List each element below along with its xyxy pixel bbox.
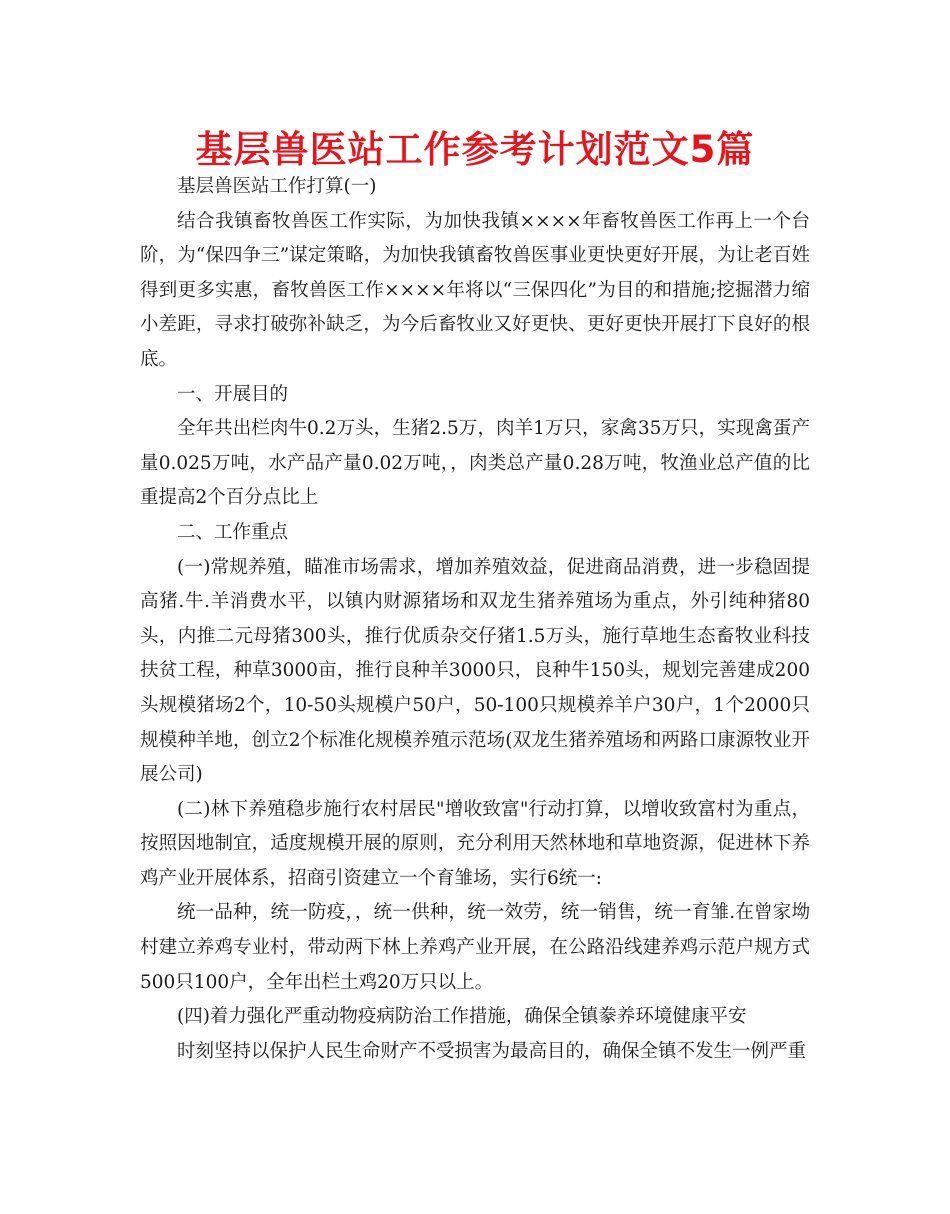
section-heading-plan-one: 基层兽医站工作打算(一) [177, 176, 377, 197]
key-work-item-one: (一)常规养殖，瞄准市场需求，增加养殖效益，促进商品消费，进一步稳固提高猪.牛.羊消费水平，以镇内财源猪场和双龙生猪养殖场为重点，外引纯种猪80头，内推二元母猪300头，推行优质杂交仔猪1.5万头，施行草地生态畜牧业科技扶贫工程，种草3000亩，推行良种羊3000只，良种牛150头，规划完善建成200头规模猪场2个，10-50头规模户50户，50-100只规模养羊户30户，1个2000只规模种羊地，创立2个标准化规模养殖示范场(双龙生猪养殖场和两路口康源牧业开展公司) [140, 556, 810, 786]
closing-paragraph: 时刻坚持以保护人民生命财产不受损害为最高目的，确保全镇不发生一例严重 [177, 1040, 807, 1062]
goals-paragraph: 全年共出栏肉牛0.2万头，生猪2.5万，肉羊1万只，家禽35万只，实现禽蛋产量0.025万吨，水产品产量0.02万吨，，肉类总产量0.28万吨，牧渔业总产值的比重提高2个百分点比上 [140, 418, 810, 509]
document-title: 基层兽医站工作参考计划范文5篇 [195, 128, 755, 171]
section-heading-goals: 一、开展目的 [177, 383, 289, 405]
key-work-item-four: (四)着力强化严重动物疫病防治工作措施，确保全镇豢养环境健康平安 [177, 1006, 747, 1028]
document-body [140, 170, 810, 1069]
section-heading-key-work: 二、工作重点 [177, 521, 289, 543]
key-work-item-two: (二)林下养殖稳步施行农村居民"增收致富"行动打算，以增收致富村为重点，按照因地制宜，适度规模开展的原则，充分利用天然林地和草地资源，促进林下养鸡产业开展体系，招商引资建立一个育雏场，实行6统一: [140, 798, 810, 889]
intro-paragraph: 结合我镇畜牧兽医工作实际，为加快我镇××××年畜牧兽医工作再上一个台阶，为“保四争三”谋定策略，为加快我镇畜牧兽医事业更快更好开展，为让老百姓得到更多实惠，畜牧兽医工作××××年将以“三保四化”为目的和措施;挖掘潜力缩小差距，寻求打破弥补缺乏，为今后畜牧业又好更快、更好更快开展打下良好的根底。 [140, 210, 810, 370]
unification-paragraph: 统一品种，统一防疫，，统一供种，统一效劳，统一销售，统一育雏.在曾家坳村建立养鸡专业村，带动两下林上养鸡产业开展，在公路沿线建养鸡示范户规方式500只100户，全年出栏土鸡20万只以上。 [140, 902, 810, 993]
